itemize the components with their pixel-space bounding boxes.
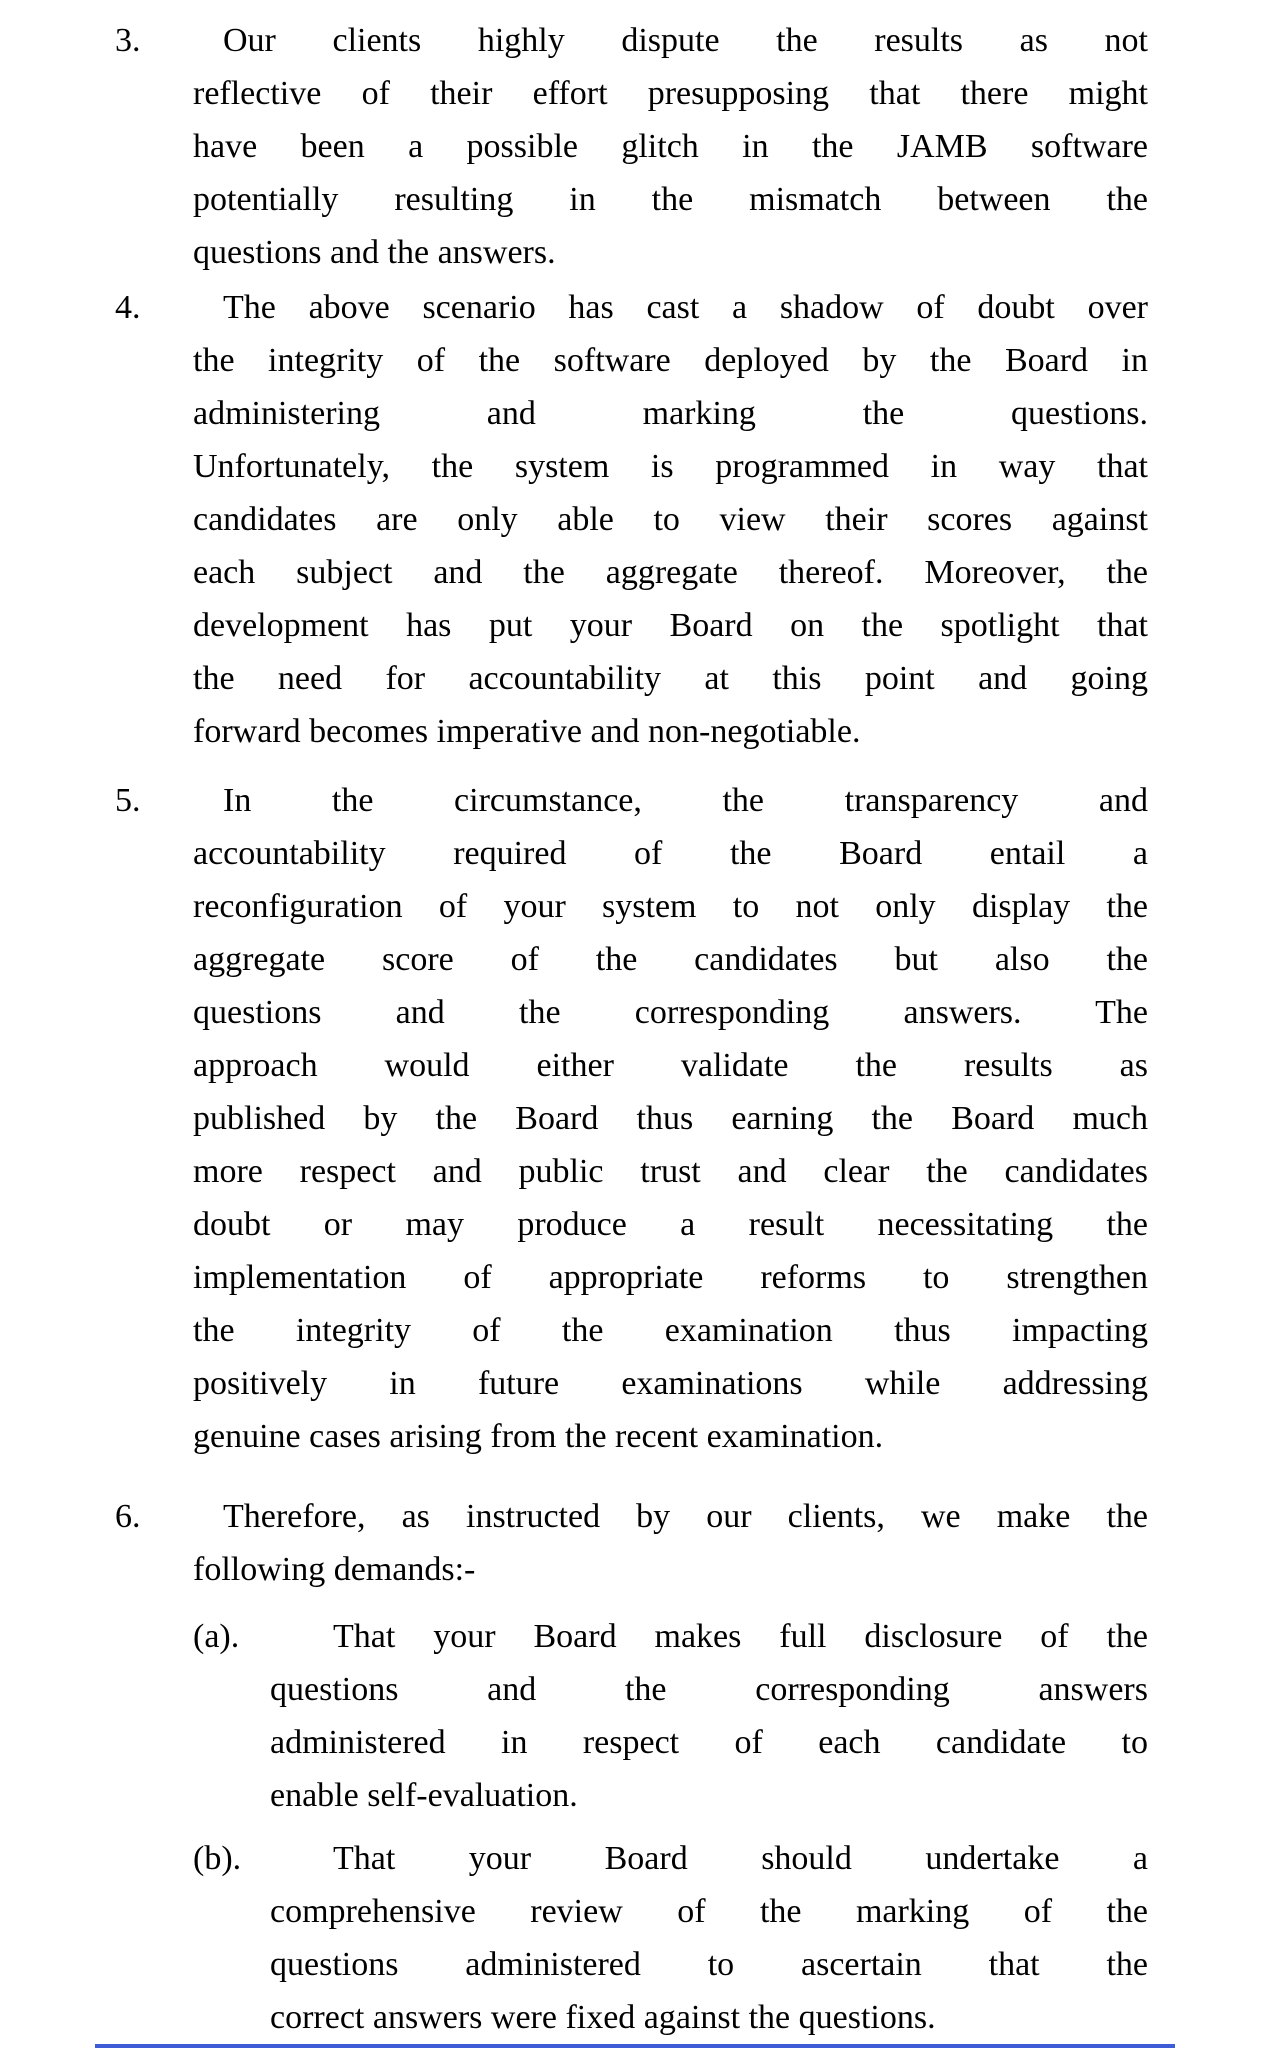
paragraph-line: reflective of their effort presupposing that there might (193, 75, 1148, 112)
paragraph-line: have been a possible glitch in the JAMB software (193, 128, 1148, 165)
paragraph-line: Unfortunately, the system is programmed in way that (193, 448, 1148, 485)
paragraph-number: 5. (115, 782, 141, 819)
paragraph-line: following demands:- (193, 1551, 476, 1588)
paragraph-line: administered in respect of each candidate to (270, 1724, 1148, 1761)
paragraph-line: accountability required of the Board entail a (193, 835, 1148, 872)
paragraph-line: the integrity of the software deployed by the Board in (193, 342, 1148, 379)
paragraph-line: candidates are only able to view their scores against (193, 501, 1148, 538)
paragraph-number: (a). (193, 1618, 240, 1655)
paragraph-line: implementation of appropriate reforms to strengthen (193, 1259, 1148, 1296)
paragraph-line: correct answers were fixed against the questions. (270, 1999, 936, 2036)
paragraph-line: Our clients highly dispute the results as not (223, 22, 1148, 59)
paragraph-line: Therefore, as instructed by our clients, we make the (223, 1498, 1148, 1535)
paragraph-line: more respect and public trust and clear the candidates (193, 1153, 1148, 1190)
paragraph-line: administering and marking the questions. (193, 395, 1148, 432)
paragraph-line: doubt or may produce a result necessitating the (193, 1206, 1148, 1243)
numbered-paragraph (115, 1490, 1148, 1596)
paragraph-number: (b). (193, 1840, 242, 1877)
paragraph-line: That your Board should undertake a (333, 1840, 1148, 1877)
paragraph-line: published by the Board thus earning the Board much (193, 1100, 1148, 1137)
paragraph-line: development has put your Board on the spotlight that (193, 607, 1148, 644)
paragraph-line: the integrity of the examination thus impacting (193, 1312, 1148, 1349)
paragraph-line: positively in future examinations while addressing (193, 1365, 1148, 1402)
footer-rule (95, 2044, 1175, 2048)
paragraph-line: approach would either validate the results as (193, 1047, 1148, 1084)
paragraph-line: the need for accountability at this point and going (193, 660, 1148, 697)
paragraph-line: forward becomes imperative and non-negotiable. (193, 713, 861, 750)
paragraph-line: genuine cases arising from the recent examination. (193, 1418, 884, 1455)
paragraph-line: questions administered to ascertain that the (270, 1946, 1148, 1983)
paragraph-line: aggregate score of the candidates but also the (193, 941, 1148, 978)
paragraph-line: questions and the answers. (193, 234, 556, 271)
paragraph-number: 3. (115, 22, 141, 59)
paragraph-line: enable self-evaluation. (270, 1777, 578, 1814)
paragraph-line: In the circumstance, the transparency and (223, 782, 1148, 819)
paragraph-line: each subject and the aggregate thereof. Moreover, the (193, 554, 1148, 591)
paragraph-number: 6. (115, 1498, 141, 1535)
paragraph-number: 4. (115, 289, 141, 326)
numbered-paragraph (115, 774, 1148, 1463)
paragraph-line: questions and the corresponding answers. The (193, 994, 1148, 1031)
paragraph-line: reconfiguration of your system to not only display the (193, 888, 1148, 925)
numbered-paragraph (115, 14, 1148, 279)
paragraph-line: That your Board makes full disclosure of the (333, 1618, 1148, 1655)
paragraph-line: questions and the corresponding answers (270, 1671, 1148, 1708)
paragraph-line: The above scenario has cast a shadow of doubt over (223, 289, 1148, 326)
paragraph-line: comprehensive review of the marking of the (270, 1893, 1148, 1930)
sub-paragraph (193, 1832, 1148, 2044)
numbered-paragraph (115, 281, 1148, 758)
paragraph-line: potentially resulting in the mismatch between the (193, 181, 1148, 218)
sub-paragraph (193, 1610, 1148, 1822)
